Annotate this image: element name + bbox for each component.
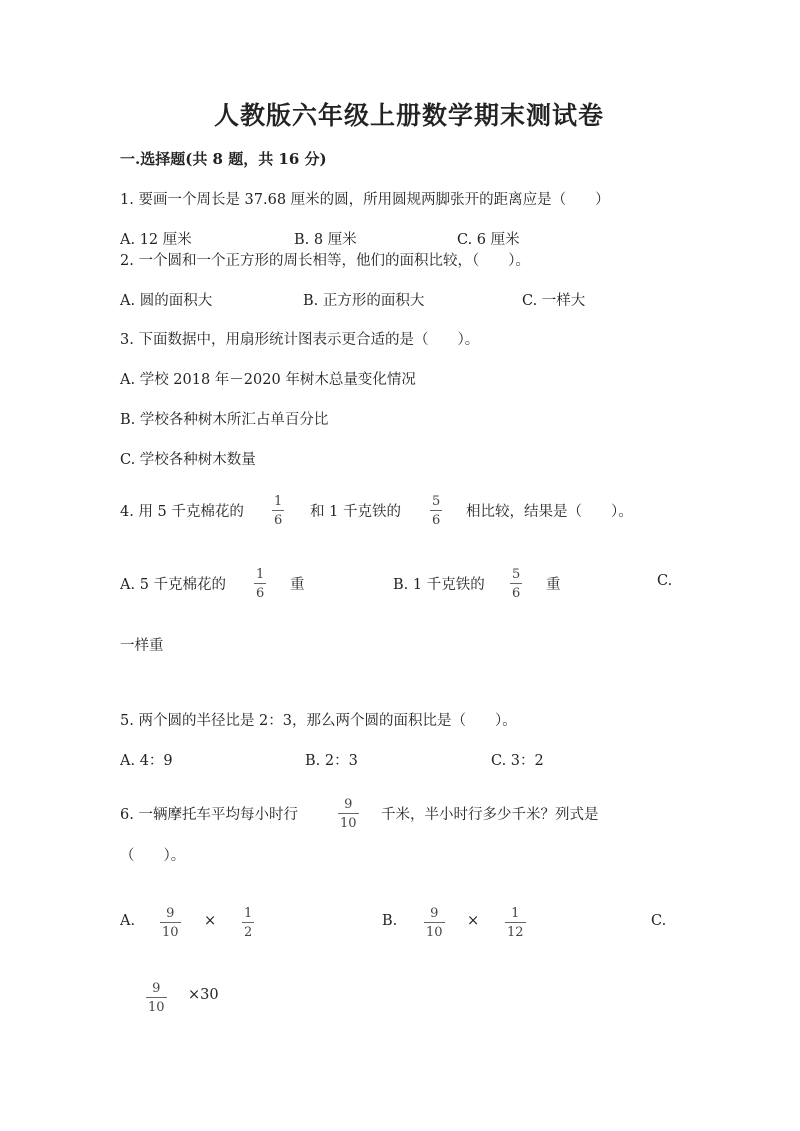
fraction-numerator: 1 (274, 494, 283, 509)
fraction (338, 798, 359, 830)
question-5-option-c: C. 3：2 (491, 753, 544, 769)
section-heading: 一.选择题(共 8 题，共 16 分) (120, 150, 327, 168)
fraction-denominator: 6 (512, 586, 521, 601)
question-1-option-c: C. 6 厘米 (457, 232, 520, 248)
fraction (272, 495, 284, 527)
fraction-numerator: 9 (430, 906, 439, 921)
question-6-stem-part2: 千米，半小时行多少千米？列式是 (381, 807, 599, 823)
question-2-option-c: C. 一样大 (522, 293, 586, 309)
fraction-denominator: 10 (340, 816, 357, 831)
question-1-option-b: B. 8 厘米 (294, 232, 357, 248)
multiply-sign: × (204, 913, 217, 929)
fraction (505, 907, 526, 939)
question-6-option-c-label: C. (651, 913, 667, 929)
fraction-numerator: 9 (166, 906, 175, 921)
fraction-denominator: 12 (507, 925, 524, 940)
fraction (254, 568, 266, 600)
fraction (424, 907, 445, 939)
fraction-denominator: 10 (162, 925, 179, 940)
page-title: 人教版六年级上册数学期末测试卷 (214, 101, 605, 130)
fraction-denominator: 6 (432, 513, 441, 528)
question-3-stem: 3. 下面数据中，用扇形统计图表示更合适的是（ ）。 (120, 332, 480, 348)
fraction-denominator: 6 (256, 586, 265, 601)
question-3-option-c: C. 学校各种树木数量 (120, 452, 256, 468)
question-4-option-a: A. 5 千克棉花的 (120, 577, 227, 593)
question-5-stem: 5. 两个圆的半径比是 2：3，那么两个圆的面积比是（ ）。 (120, 713, 517, 729)
fraction-numerator: 5 (432, 494, 441, 509)
question-3-option-a: A. 学校 2018 年－2020 年树木总量变化情况 (120, 372, 416, 388)
question-5-option-a: A. 4：9 (120, 753, 173, 769)
question-4-option-b: B. 1 千克铁的 (393, 577, 485, 593)
fraction (510, 568, 522, 600)
fraction (146, 982, 167, 1014)
question-2-stem: 2. 一个圆和一个正方形的周长相等，他们的面积比较，（ ）。 (120, 253, 530, 269)
fraction-denominator: 6 (274, 513, 283, 528)
fraction-denominator: 10 (148, 1000, 165, 1015)
fraction (242, 907, 254, 939)
question-2-option-b: B. 正方形的面积大 (303, 293, 425, 309)
question-4-stem-part1: 4. 用 5 千克棉花的 (120, 504, 244, 520)
question-4-option-c-label: C. (657, 573, 673, 589)
question-6-stem-part1: 6. 一辆摩托车平均每小时行 (120, 807, 298, 823)
fraction-denominator: 10 (426, 925, 443, 940)
question-6-option-c-text: ×30 (188, 987, 219, 1003)
question-4-stem-part2: 和 1 千克铁的 (310, 504, 401, 520)
question-5-option-b: B. 2：3 (305, 753, 358, 769)
question-4-stem-part3: 相比较，结果是（ ）。 (466, 504, 633, 520)
question-4-option-b-suffix: 重 (546, 577, 561, 593)
question-6-option-b-label: B. (382, 913, 398, 929)
fraction-numerator: 9 (152, 981, 161, 996)
question-3-option-b: B. 学校各种树木所汇占单百分比 (120, 412, 329, 428)
fraction-denominator: 2 (244, 925, 253, 940)
question-4-option-c: 一样重 (120, 638, 164, 654)
fraction-numerator: 9 (344, 797, 353, 812)
multiply-sign: × (467, 913, 480, 929)
question-1-option-a: A. 12 厘米 (120, 232, 192, 248)
fraction-numerator: 1 (511, 906, 520, 921)
question-1-stem: 1. 要画一个周长是 37.68 厘米的圆，所用圆规两脚张开的距离应是（ ） (120, 192, 610, 208)
fraction-numerator: 5 (512, 567, 521, 582)
fraction-numerator: 1 (244, 906, 253, 921)
question-6-stem-part3: （ ）。 (120, 848, 186, 864)
question-4-option-a-suffix: 重 (290, 577, 305, 593)
fraction (160, 907, 181, 939)
question-2-option-a: A. 圆的面积大 (120, 293, 213, 309)
fraction-numerator: 1 (256, 567, 265, 582)
fraction (430, 495, 442, 527)
question-6-option-a-label: A. (120, 913, 136, 929)
